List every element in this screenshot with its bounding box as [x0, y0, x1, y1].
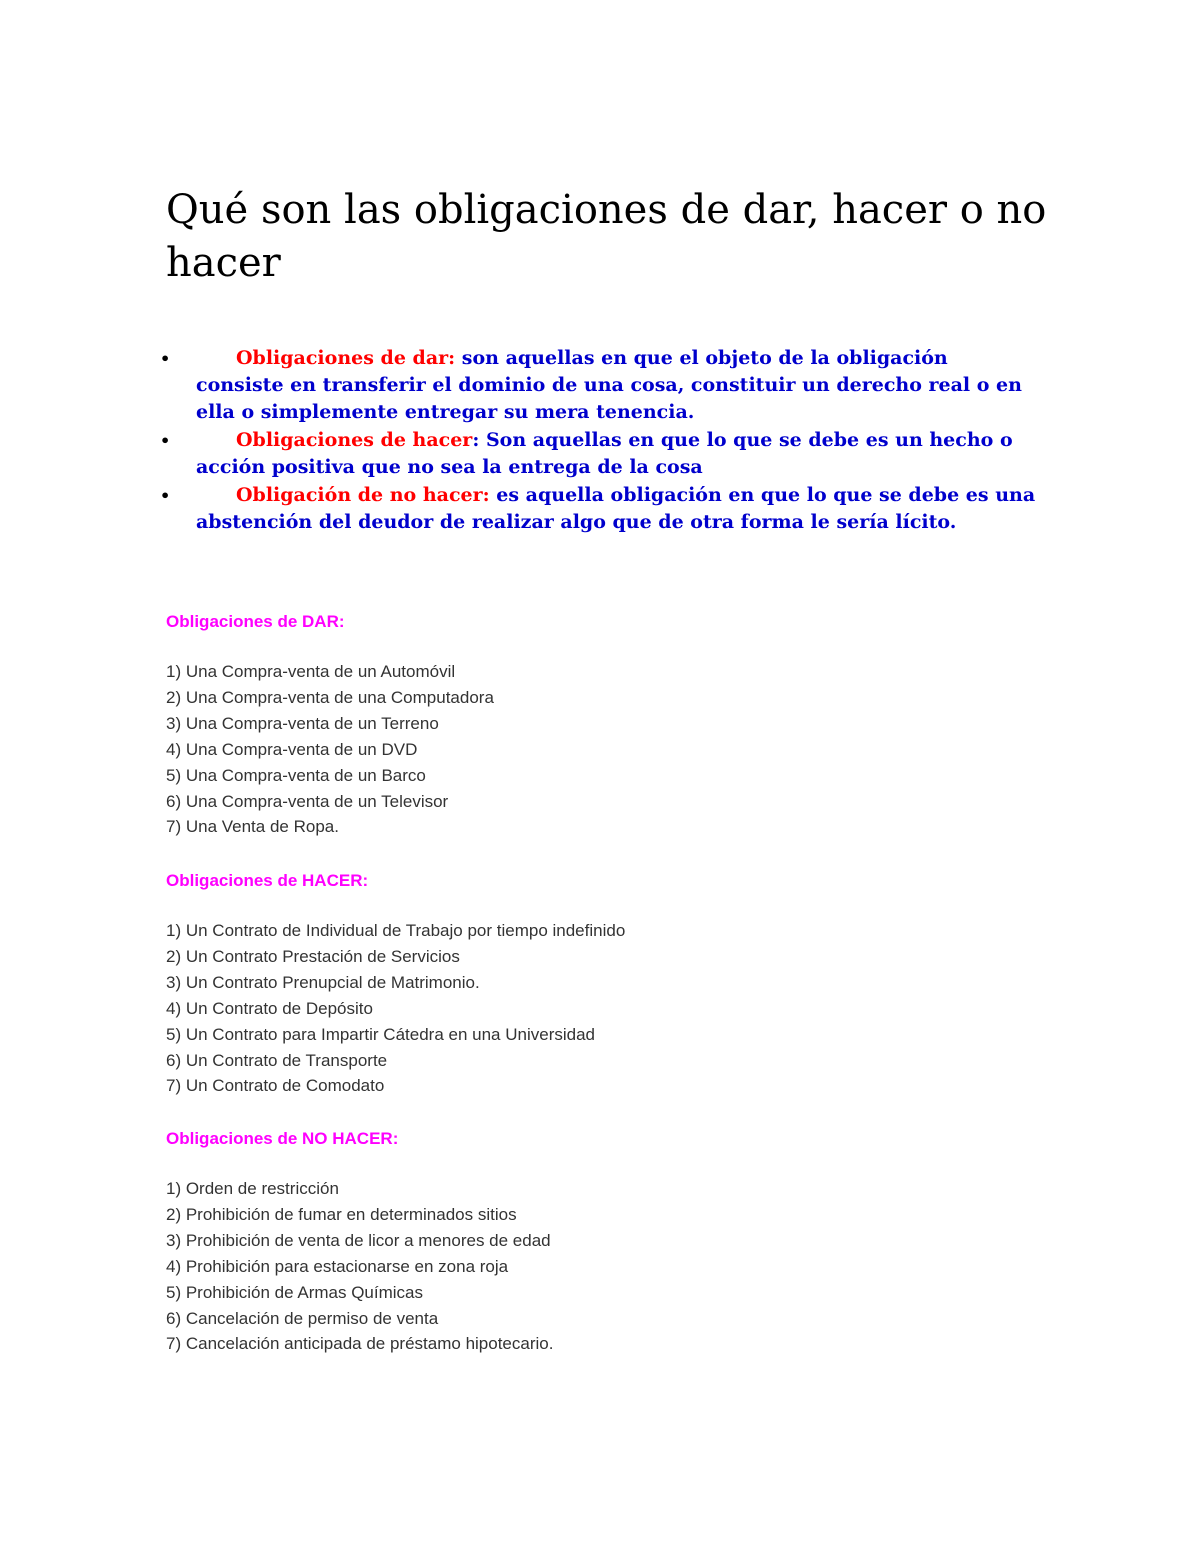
list-item: 2) Una Compra-venta de una Computadora	[166, 687, 494, 707]
list-item: 7) Un Contrato de Comodato	[166, 1076, 385, 1096]
section-heading: Obligaciones de HACER:	[166, 871, 369, 890]
definition-text: es aquella obligación en que lo que se debe es una abstención del deudor de realizar algo que de otra forma le sería lícito.	[196, 484, 1036, 533]
examples-list	[166, 918, 966, 1099]
list-item: 6) Cancelación de permiso de venta	[166, 1308, 439, 1328]
definition-text: : Son aquellas en que lo que se debe es un hecho o acción positiva que no sea la entrega de la cosa	[196, 429, 1013, 478]
list-item: 4) Una Compra-venta de un DVD	[166, 739, 418, 759]
list-item: 5) Una Compra-venta de un Barco	[166, 765, 426, 785]
examples-list	[166, 1176, 966, 1357]
section-heading: Obligaciones de DAR:	[166, 612, 345, 631]
section-dar	[166, 611, 966, 840]
list-item: 6) Un Contrato de Transporte	[166, 1050, 388, 1070]
definition-item-dar	[160, 345, 1040, 426]
list-item: 7) Cancelación anticipada de préstamo hipotecario.	[166, 1334, 554, 1354]
list-item: 6) Una Compra-venta de un Televisor	[166, 791, 449, 811]
list-item: 1) Un Contrato de Individual de Trabajo por tiempo indefinido	[166, 921, 626, 940]
list-item: 1) Una Compra-venta de un Automóvil	[166, 662, 456, 681]
list-item: 5) Prohibición de Armas Químicas	[166, 1282, 423, 1302]
definition-term: Obligación de no hacer:	[236, 484, 490, 506]
list-item: 3) Prohibición de venta de licor a menores de edad	[166, 1230, 551, 1250]
section-heading: Obligaciones de NO HACER:	[166, 1129, 399, 1148]
definition-item-no-hacer	[160, 482, 1040, 536]
definition-text: son aquellas en que el objeto de la obligación consiste en transferir el dominio de una cosa, constituir un derecho real o en ella o simplemente entregar su mera tenencia.	[196, 347, 1022, 423]
bullet-icon: •	[160, 486, 171, 505]
definition-term: Obligaciones de dar:	[236, 347, 456, 369]
section-no-hacer	[166, 1128, 966, 1357]
definition-term: Obligaciones de hacer	[236, 429, 473, 451]
list-item: 2) Un Contrato Prestación de Servicios	[166, 946, 460, 966]
section-hacer	[166, 870, 966, 1099]
bullet-icon: •	[160, 349, 171, 368]
list-item: 3) Una Compra-venta de un Terreno	[166, 713, 439, 733]
bullet-icon: •	[160, 431, 171, 450]
list-item: 4) Prohibición para estacionarse en zona roja	[166, 1256, 509, 1276]
list-item: 7) Una Venta de Ropa.	[166, 817, 339, 837]
list-item: 4) Un Contrato de Depósito	[166, 998, 373, 1018]
definitions-list	[160, 345, 1040, 537]
definition-item-hacer	[160, 427, 1040, 481]
list-item: 2) Prohibición de fumar en determinados sitios	[166, 1204, 517, 1224]
examples-list	[166, 659, 966, 840]
page-title: Qué son las obligaciones de dar, hacer o no hacer	[166, 187, 1047, 286]
list-item: 3) Un Contrato Prenupcial de Matrimonio.	[166, 972, 480, 992]
list-item: 5) Un Contrato para Impartir Cátedra en una Universidad	[166, 1024, 595, 1044]
list-item: 1) Orden de restricción	[166, 1179, 339, 1198]
